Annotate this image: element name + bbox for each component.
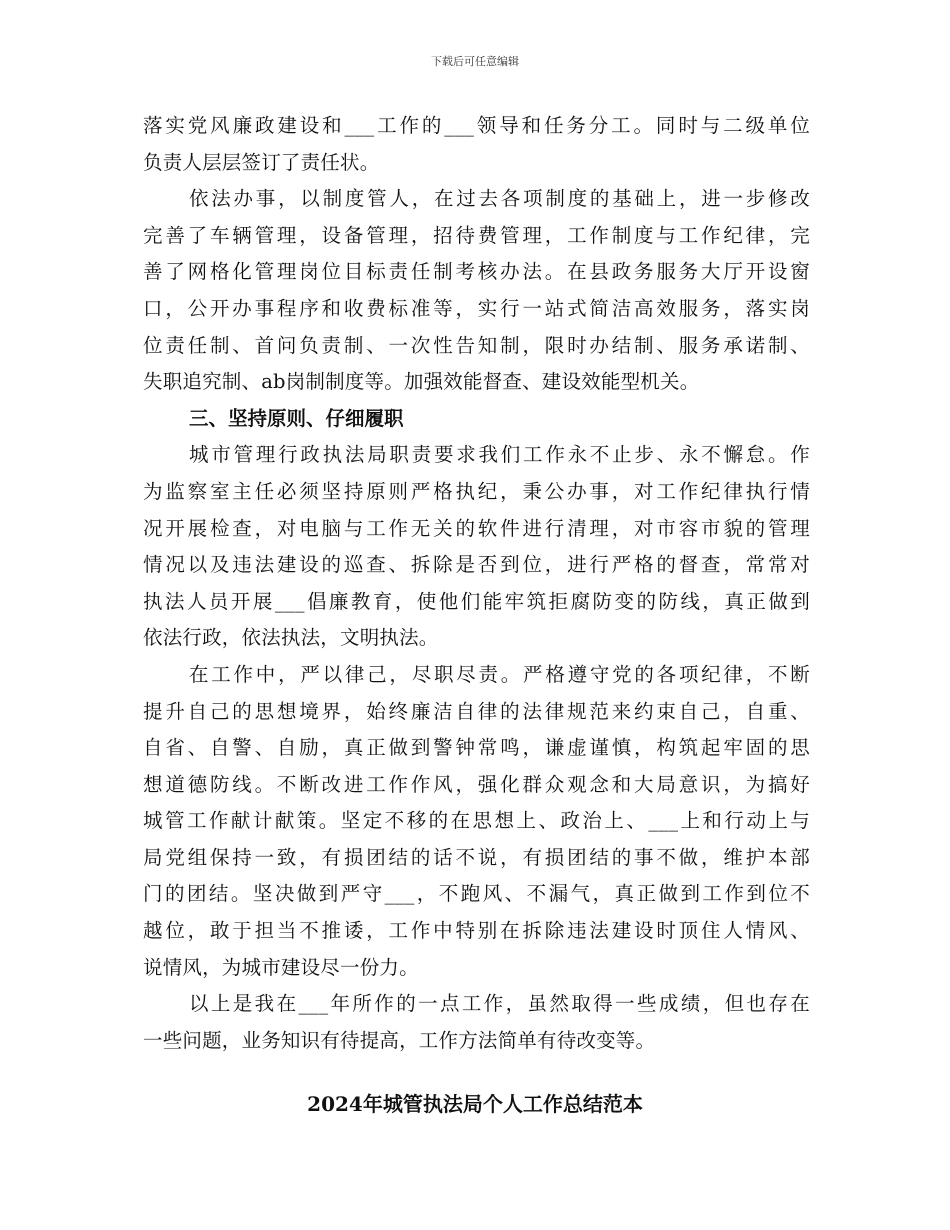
paragraph-line: 负责人层层签订了责任状。 (143, 150, 380, 174)
paragraph-line: 想道德防线。不断改进工作作风，强化群众观念和大局意识，为搞好 (143, 772, 810, 796)
paragraph-line: 一些问题，业务知识有待提高，工作方法简单有待改变等。 (143, 1028, 656, 1052)
paragraph-line: 为监察室主任必须坚持原则严格执纪，秉公办事，对工作纪律执行情 (143, 479, 810, 503)
paragraph-line: 位责任制、首问负责制、一次性告知制，限时办结制、服务承诺制、 (143, 333, 810, 357)
paragraph-line: 以上是我在___年所作的一点工作，虽然取得一些成绩，但也存在 (189, 992, 810, 1016)
paragraph-line: 失职追究制、ab岗制制度等。加强效能督查、建设效能型机关。 (143, 370, 700, 394)
paragraph-line: 依法行政，依法执法，文明执法。 (143, 626, 439, 650)
document-body (143, 108, 810, 1059)
paragraph-line: 执法人员开展___倡廉教育，使他们能牢筑拒腐防变的防线，真正做到 (143, 589, 810, 613)
page-header: 下载后可任意编辑 (431, 55, 519, 68)
paragraph-line: 完善了车辆管理，设备管理，招待费管理，工作制度与工作纪律，完 (143, 223, 810, 247)
paragraph-line: 越位，敢于担当不推诿，工作中特别在拆除违法建设时顶住人情风、 (143, 919, 810, 943)
paragraph-line: 善了网格化管理岗位目标责任制考核办法。在县政务服务大厅开设窗 (143, 260, 810, 284)
paragraph-line: 落实党风廉政建设和___工作的___领导和任务分工。同时与二级单位 (143, 114, 810, 137)
paragraph-line: 提升自己的思想境界，始终廉洁自律的法律规范来约束自己，自重、 (143, 699, 810, 723)
paragraph-line: 口，公开办事程序和收费标准等，实行一站式简洁高效服务，落实岗 (143, 296, 810, 320)
paragraph-line: 自省、自警、自励，真正做到警钟常鸣，谦虚谨慎，构筑起牢固的思 (143, 736, 810, 760)
paragraph-line: 依法办事，以制度管人，在过去各项制度的基础上，进一步修改 (189, 187, 810, 211)
paragraph-line: 况开展检查，对电脑与工作无关的软件进行清理，对市容市貌的管理 (143, 516, 810, 540)
paragraph-line: 在工作中，严以律己，尽职尽责。严格遵守党的各项纪律，不断 (189, 662, 810, 686)
section-heading: 三、坚持原则、仔细履职 (189, 406, 404, 430)
paragraph-line: 城市管理行政执法局职责要求我们工作永不止步、永不懈怠。作 (189, 443, 810, 467)
next-document-title: 2024年城管执法局个人工作总结范本 (307, 1092, 643, 1116)
paragraph-line: 说情风，为城市建设尽一份力。 (143, 955, 419, 979)
paragraph-line: 情况以及违法建设的巡查、拆除是否到位，进行严格的督查，常常对 (143, 553, 810, 577)
paragraph-line: 城管工作献计献策。坚定不移的在思想上、政治上、___上和行动上与 (143, 809, 810, 833)
paragraph-line: 门的团结。坚决做到严守___，不跑风、不漏气，真正做到工作到位不 (143, 882, 810, 906)
paragraph-line: 局党组保持一致，有损团结的话不说，有损团结的事不做，维护本部 (143, 845, 810, 869)
